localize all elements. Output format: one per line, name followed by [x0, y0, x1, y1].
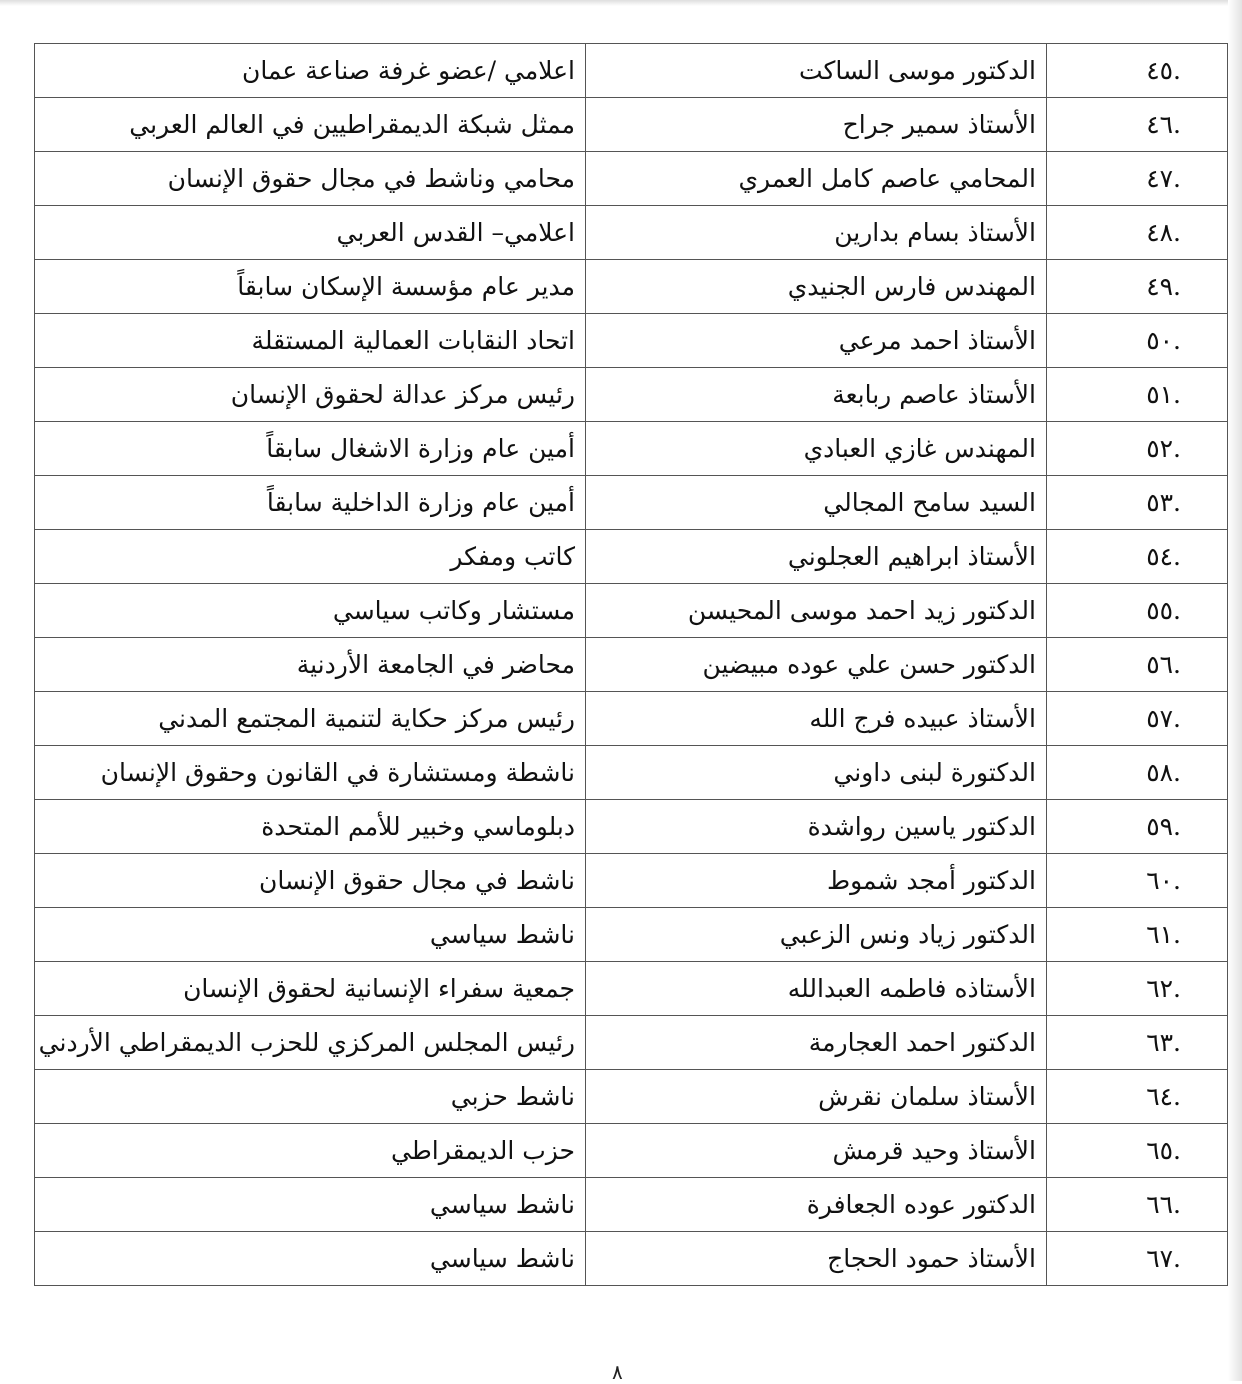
person-name: المهندس غازي العبادي	[586, 422, 1047, 476]
table-row	[35, 638, 1228, 692]
person-role: ناشط سياسي	[35, 1232, 586, 1286]
table-row	[35, 854, 1228, 908]
person-name: المهندس فارس الجنيدي	[586, 260, 1047, 314]
person-role: ناشط حزبي	[35, 1070, 586, 1124]
members-table	[34, 43, 1228, 1286]
row-number: .٥٠	[1047, 314, 1228, 368]
row-number: .٥٤	[1047, 530, 1228, 584]
person-role: أمين عام وزارة الداخلية سابقاً	[35, 476, 586, 530]
person-name: الأستاذه فاطمه العبدالله	[586, 962, 1047, 1016]
person-role: كاتب ومفكر	[35, 530, 586, 584]
person-role: اعلامي /عضو غرفة صناعة عمان	[35, 44, 586, 98]
table-row	[35, 746, 1228, 800]
row-number: .٥١	[1047, 368, 1228, 422]
row-number: .٥٧	[1047, 692, 1228, 746]
table-row	[35, 1124, 1228, 1178]
row-number: .٦٧	[1047, 1232, 1228, 1286]
person-role: ناشط سياسي	[35, 908, 586, 962]
person-name: الأستاذ سلمان نقرش	[586, 1070, 1047, 1124]
person-role: ناشطة ومستشارة في القانون وحقوق الإنسان	[35, 746, 586, 800]
row-number: .٥٦	[1047, 638, 1228, 692]
table-row	[35, 1232, 1228, 1286]
person-role: ناشط سياسي	[35, 1178, 586, 1232]
person-name: الأستاذ عبيده فرج الله	[586, 692, 1047, 746]
person-name: الأستاذ بسام بدارين	[586, 206, 1047, 260]
top-shadow	[0, 0, 1242, 6]
person-role: أمين عام وزارة الاشغال سابقاً	[35, 422, 586, 476]
page-number: ٨	[612, 1360, 623, 1384]
table-row	[35, 98, 1228, 152]
person-name: الدكتور موسى الساكت	[586, 44, 1047, 98]
table-row	[35, 260, 1228, 314]
row-number: .٦٠	[1047, 854, 1228, 908]
row-number: .٦٦	[1047, 1178, 1228, 1232]
person-name: الدكتور حسن علي عوده مبيضين	[586, 638, 1047, 692]
row-number: .٦١	[1047, 908, 1228, 962]
person-role: دبلوماسي وخبير للأمم المتحدة	[35, 800, 586, 854]
person-name: الدكتور احمد العجارمة	[586, 1016, 1047, 1070]
row-number: .٥٨	[1047, 746, 1228, 800]
table-row	[35, 908, 1228, 962]
person-role: محاضر في الجامعة الأردنية	[35, 638, 586, 692]
person-name: الأستاذ سمير جراح	[586, 98, 1047, 152]
person-role: ممثل شبكة الديمقراطيين في العالم العربي	[35, 98, 586, 152]
person-role: ناشط في مجال حقوق الإنسان	[35, 854, 586, 908]
person-name: الدكتور زياد ونس الزعبي	[586, 908, 1047, 962]
person-role: حزب الديمقراطي	[35, 1124, 586, 1178]
table-row	[35, 530, 1228, 584]
table-row	[35, 1016, 1228, 1070]
person-name: الدكتورة لبنى داوني	[586, 746, 1047, 800]
table-row	[35, 1070, 1228, 1124]
person-role: رئيس مركز حكاية لتنمية المجتمع المدني	[35, 692, 586, 746]
person-role: رئيس المجلس المركزي للحزب الديمقراطي الأردني	[35, 1016, 586, 1070]
table-row	[35, 476, 1228, 530]
person-role: اتحاد النقابات العمالية المستقلة	[35, 314, 586, 368]
row-number: .٦٢	[1047, 962, 1228, 1016]
page-edge-shadow	[1228, 0, 1242, 1381]
table-row	[35, 152, 1228, 206]
person-name: الأستاذ ابراهيم العجلوني	[586, 530, 1047, 584]
table-row	[35, 422, 1228, 476]
row-number: .٤٨	[1047, 206, 1228, 260]
table-row	[35, 368, 1228, 422]
row-number: .٦٤	[1047, 1070, 1228, 1124]
row-number: .٤٥	[1047, 44, 1228, 98]
row-number: .٤٦	[1047, 98, 1228, 152]
person-name: الدكتور ياسين رواشدة	[586, 800, 1047, 854]
row-number: .٤٧	[1047, 152, 1228, 206]
row-number: .٥٣	[1047, 476, 1228, 530]
person-name: الأستاذ حمود الحجاج	[586, 1232, 1047, 1286]
row-number: .٥٢	[1047, 422, 1228, 476]
person-role: محامي وناشط في مجال حقوق الإنسان	[35, 152, 586, 206]
table-row	[35, 800, 1228, 854]
row-number: .٥٩	[1047, 800, 1228, 854]
person-name: المحامي عاصم كامل العمري	[586, 152, 1047, 206]
person-role: اعلامي– القدس العربي	[35, 206, 586, 260]
table-row	[35, 44, 1228, 98]
person-name: الدكتور زيد احمد موسى المحيسن	[586, 584, 1047, 638]
table-row	[35, 314, 1228, 368]
person-role: مستشار وكاتب سياسي	[35, 584, 586, 638]
row-number: .٥٥	[1047, 584, 1228, 638]
table-row	[35, 692, 1228, 746]
row-number: .٦٥	[1047, 1124, 1228, 1178]
person-role: رئيس مركز عدالة لحقوق الإنسان	[35, 368, 586, 422]
row-number: .٦٣	[1047, 1016, 1228, 1070]
person-name: الدكتور أمجد شموط	[586, 854, 1047, 908]
row-number: .٤٩	[1047, 260, 1228, 314]
person-name: الأستاذ وحيد قرمش	[586, 1124, 1047, 1178]
table-row	[35, 1178, 1228, 1232]
person-name: الدكتور عوده الجعافرة	[586, 1178, 1047, 1232]
person-role: مدير عام مؤسسة الإسكان سابقاً	[35, 260, 586, 314]
person-role: جمعية سفراء الإنسانية لحقوق الإنسان	[35, 962, 586, 1016]
table-row	[35, 206, 1228, 260]
person-name: الأستاذ عاصم ربابعة	[586, 368, 1047, 422]
table-row	[35, 584, 1228, 638]
person-name: السيد سامح المجالي	[586, 476, 1047, 530]
table-row	[35, 962, 1228, 1016]
person-name: الأستاذ احمد مرعي	[586, 314, 1047, 368]
